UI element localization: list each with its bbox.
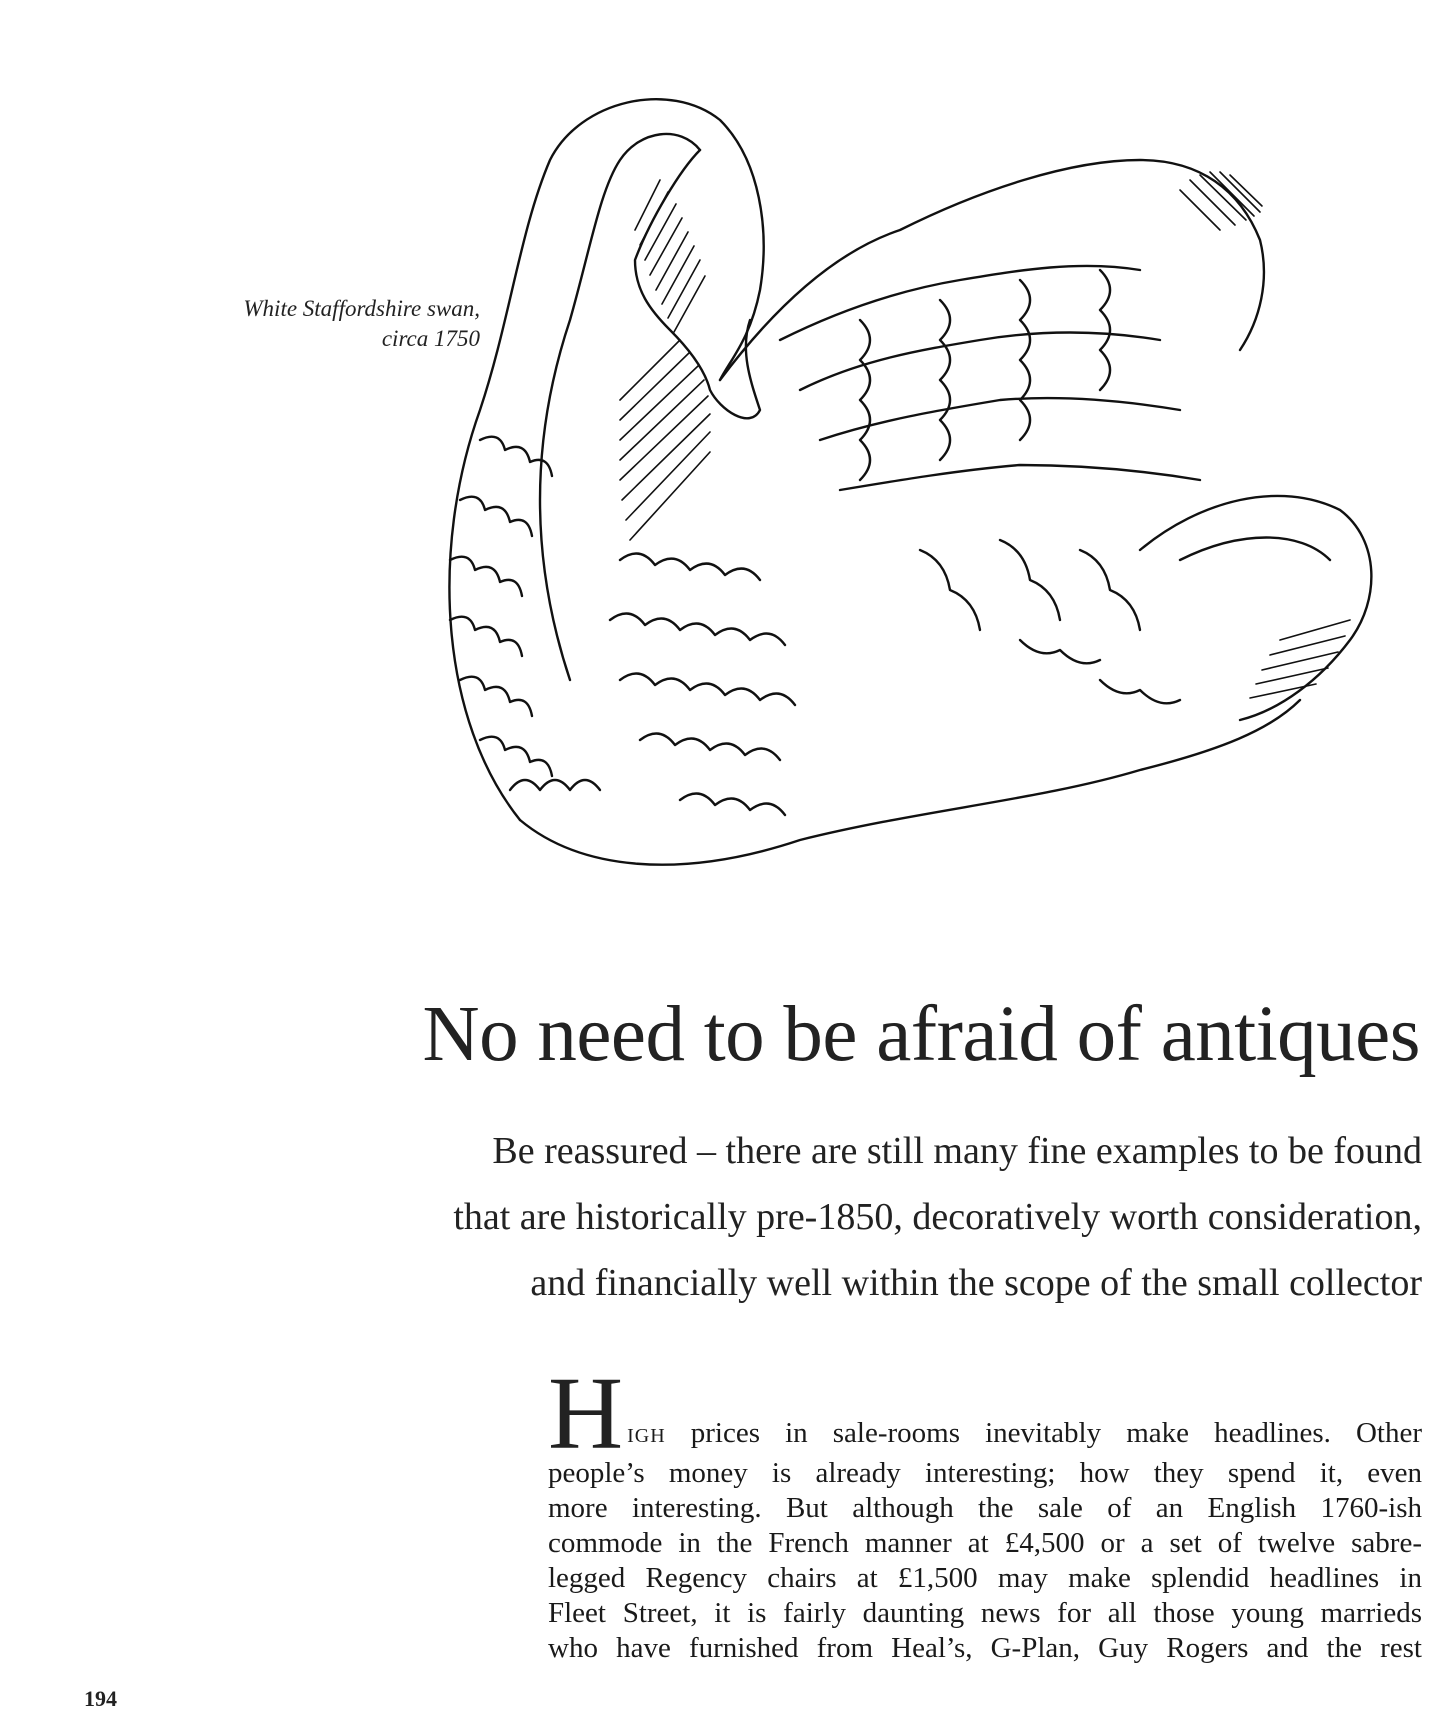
article-headline: No need to be afraid of antiques [422, 991, 1420, 1078]
article-body [548, 1356, 1422, 1666]
body-line-4: commode in the French manner at £4,500 or a set of twelve sabre- [548, 1527, 1422, 1559]
first-word-smallcaps: igh [627, 1417, 666, 1449]
subhead-line-1: Be reassured – there are still many fine examples to be found [492, 1130, 1422, 1172]
body-line-2: people’s money is already interesting; how they spend it, even [548, 1457, 1422, 1489]
drop-cap: H [548, 1356, 624, 1471]
article-subhead [200, 1118, 1422, 1316]
page-number: 194 [84, 1686, 117, 1711]
body-line-7: who have furnished from Heal’s, G-Plan, Guy Rogers and the rest [548, 1632, 1422, 1664]
body-line-3: more interesting. But although the sale of an English 1760-ish [548, 1492, 1422, 1524]
body-line-1-text: prices in sale-rooms inevitably make headlines. Other [665, 1417, 1422, 1449]
body-line-5: legged Regency chairs at £1,500 may make splendid headlines in [548, 1562, 1422, 1594]
body-line-6: Fleet Street, it is fairly daunting news for all those young marrieds [548, 1597, 1422, 1629]
swan-illustration [420, 80, 1420, 930]
subhead-line-3: and financially well within the scope of the small collector [530, 1262, 1422, 1304]
caption-line-2: circa 1750 [381, 326, 480, 351]
body-line-1 [548, 1366, 1422, 1451]
subhead-line-2: that are historically pre-1850, decoratively worth consideration, [453, 1196, 1422, 1238]
caption-line-1: White Staffordshire swan, [243, 296, 480, 321]
